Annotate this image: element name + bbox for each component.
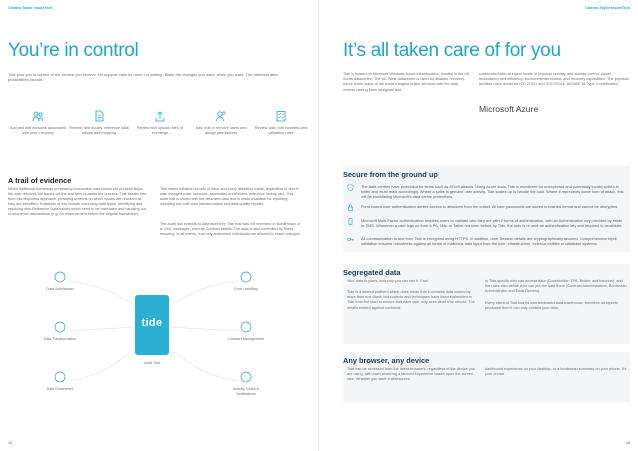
capability-item <box>69 110 129 136</box>
intro-text: Tide puts you in control of the service you receive. No support calls for rules, no waiting. Make the changes you want, when you want. The administration possibilities include: <box>8 72 279 83</box>
user-edit-icon <box>215 110 227 122</box>
secure-item-text: Form-based user authentication denies access to attackers from the outset. All user passwords are stored in hashed format and cannot be decrypted. <box>361 204 619 209</box>
node-audit-trail: Audit Trail <box>144 361 160 365</box>
capability-label: Add and edit divisions associated with your company <box>9 126 67 135</box>
page-number: 15 <box>626 441 630 445</box>
node-data-submission: Data Submission <box>46 287 74 291</box>
microsoft-azure-logo: Microsoft Azure <box>479 104 539 114</box>
error-handling-icon <box>241 272 251 282</box>
phone-icon <box>347 218 354 225</box>
evidence-col2b: The audit trail extends to data stored by Tide that was not received on Bordereaux or in XML messages, such as Contract details. The data is also controlled by Roles ensuring, in all events, that only authorised individuals are allowed to make changes. <box>160 222 301 237</box>
capability-label: Add, edit or remove users and assign permissions <box>195 126 247 135</box>
audit-trail-diagram <box>8 265 311 415</box>
contract-management-icon <box>241 322 251 332</box>
evidence-col1: When traditional bordereau processing encounters data issues the process stops, the user resolves the issues off-line and then re-starts the process. Tide breaks free from this disjointed approach, providing screens on which issues are resolved as they are identified. Examples of this include correcting data types, identifying and resolving new Reference Data values which need to be translated and handling out-of-sequence transactions (e.g. An endorsement before the original transaction). <box>8 187 148 217</box>
page-title: You’re in control <box>8 40 139 61</box>
key-icon <box>347 236 354 243</box>
segregated-col2b: Every client of Tide has its own dedicated data warehouse, therefore all reports produced from it can only contain your data. <box>485 301 618 311</box>
page-number: 14 <box>8 441 12 445</box>
brand-name: Charles Taylor InsureTech <box>585 6 630 10</box>
brand-name: Charles Taylor InsureTech <box>8 6 53 10</box>
segregated-col1b: Tide is a shared platform which does mean that it contains data owned by more than one client, but controls and techniques have been embedded in Tide from the start to ensure that each user only sees what s/he should. The details embed against contracts <box>347 290 475 310</box>
secure-item-text: Microsoft Multi-Factor authentication requires users to validate who they are with 2 forms of authentication, with an Authentication key provided by email or SMS. Whenever a user logs on from a PC, Mac or Tablet not seen before by Tide, the user is re-sent an authentication key and required to revalidate. <box>361 218 623 229</box>
activity-notes-icon <box>241 372 251 382</box>
evidence-heading: A trail of evidence <box>8 176 72 185</box>
capability-item <box>191 110 251 136</box>
lock-icon <box>347 204 354 211</box>
node-contract-management: Contract Management <box>228 337 264 341</box>
tide-logo-text: tide <box>141 317 163 329</box>
browser-heading: Any browser, any device <box>343 356 430 365</box>
node-data-transformation: Data Transformation <box>43 337 77 341</box>
node-activity-notes: Activity, Notes & Notifications <box>233 387 259 396</box>
node-data-enrichment: Data Enrichment <box>46 387 74 391</box>
capabilities-row <box>8 110 311 162</box>
browser-col2: dashboard experience on your desktop, or a bordereau summary on your phone, it’s your choice. <box>485 367 627 377</box>
intro-col2: constructed with stringent levels of physical security and access control, power redundancy and efficiency, environmental control, and recovery capabilities. The physical facilities have achieved ISO 27001 and SOC/SSAE 16/ISAE 15 Type II certification. <box>479 72 629 87</box>
node-error-handling: Error Handling <box>234 287 258 291</box>
capability-label: Review and upload rates of exchange <box>136 126 183 135</box>
browser-col1: Tide can be accessed from the latest browsers, regardless of the device you are using, with each receiving a tailored experience based upon the screen size. Whether you want a widescreen <box>347 367 475 382</box>
capability-item <box>8 110 68 136</box>
segregated-heading: Segregated data <box>343 268 401 277</box>
users-icon <box>32 110 44 122</box>
data-transformation-icon <box>55 322 65 332</box>
segregated-col2a: in Tide specify who can access data (Coverholder, TPA, Broker and Insurers), and the roles also define who can put the data there (Contract Administrators, Bordereau Administrator and Data Owners). <box>485 279 627 294</box>
secure-item-text: The data centres have protection for items such as DDoS attacks. Using Azure tools, Tide is monitored for unexpected and potentially invalid spikes in traffic and must react accordingly. Where a spike is genuine user activity, Tide scales up to handle the load. Where it represents some form of attack, this will be blocklisting Microsoft’s data centre protections. <box>361 184 624 200</box>
evidence-col2a: Tide keeps detailed records of each and every alteration made, regardless of how it was changed (user overrode, automated enrichment, reference lookup etc). This audit trail is stored with the cleansed data and is made available for reporting, including pre-built data transformation and data quality reports. <box>160 187 299 207</box>
capability-label: Review, and modify, reference data values and mapping <box>69 126 129 135</box>
document-icon <box>93 110 105 122</box>
right-page <box>319 0 638 451</box>
data-enrichment-icon <box>55 372 65 382</box>
capability-item <box>251 110 311 136</box>
upload-icon <box>154 110 166 122</box>
secure-heading: Secure from the ground up <box>343 170 438 179</box>
rules-icon <box>275 110 287 122</box>
shield-icon <box>347 184 354 191</box>
intro-col1: Tide is hosted on Microsoft Windows Azure infrastructure, located in the UK South datacentre. The UK West datacentre is used for disaster recovery. Azure hosts many of the world’s largest online services with the data centres having been designed and <box>343 72 470 92</box>
capability-label: Review, add, edit business and validation rules <box>254 126 308 135</box>
page-title: It’s all taken care of for you <box>343 40 561 61</box>
segregated-col1a: Your data is yours, and only you can see it. Fact. <box>347 279 429 283</box>
capability-item <box>130 110 190 136</box>
data-submission-icon <box>55 272 65 282</box>
secure-item-text: All communication to and from Tide is encrypted using HTTPS. In addition, User Session details are cryptographically secured. Comprehensive input validation ensures robustness against all forms of malicious data input from the user, infrastructure, external entities or database systems. <box>361 236 617 247</box>
